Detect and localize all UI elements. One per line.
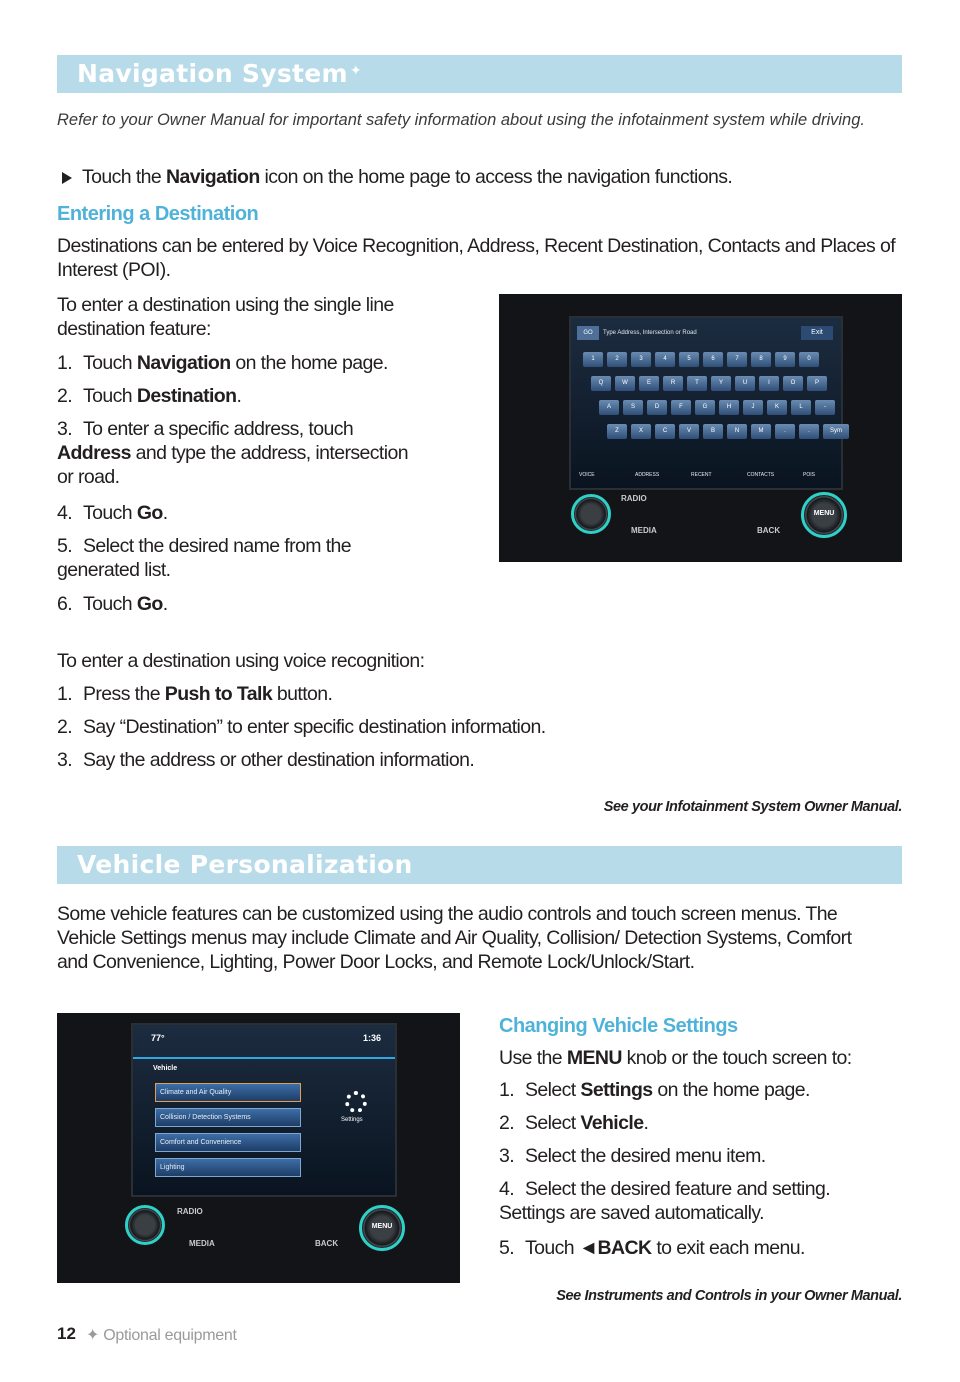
voice-intro: To enter a destination using voice recognition: bbox=[57, 650, 425, 672]
keyboard-key: - bbox=[815, 400, 835, 415]
keyboard-key: 8 bbox=[751, 352, 771, 367]
keyboard-key: B bbox=[703, 424, 723, 439]
safety-note: Refer to your Owner Manual for important safety information about using the infotainment system while driving. bbox=[57, 111, 865, 129]
vehicle-menu-item: Comfort and Convenience bbox=[155, 1133, 301, 1152]
power-knob bbox=[571, 494, 611, 534]
keyboard-key: Z bbox=[607, 424, 627, 439]
page-number: 12 bbox=[57, 1324, 76, 1343]
keyboard-key: K bbox=[767, 400, 787, 415]
section-title: Vehicle Personalization bbox=[77, 850, 413, 879]
list-item: 1. Select Settings on the home page. bbox=[499, 1079, 810, 1101]
vehicle-reference: See Instruments and Controls in your Owner Manual. bbox=[556, 1288, 902, 1304]
keyboard-key: 3 bbox=[631, 352, 651, 367]
keyboard-key: O bbox=[783, 376, 803, 391]
go-key: GO bbox=[577, 326, 599, 340]
keyboard-key: 7 bbox=[727, 352, 747, 367]
menu-label: MENU bbox=[813, 510, 835, 517]
list-item: 2. Touch Destination. bbox=[57, 385, 242, 407]
nav-tab: POIS bbox=[803, 472, 815, 478]
exit-button: Exit bbox=[801, 326, 833, 340]
list-item: 1. Touch Navigation on the home page. bbox=[57, 352, 388, 374]
keyboard-key: I bbox=[759, 376, 779, 391]
settings-label: Settings bbox=[341, 1117, 363, 1123]
vehicle-menu-item: Collision / Detection Systems bbox=[155, 1108, 301, 1127]
keyboard-key: 4 bbox=[655, 352, 675, 367]
keyboard-key: D bbox=[647, 400, 667, 415]
keyboard-key: U bbox=[735, 376, 755, 391]
keyboard-key: Y bbox=[711, 376, 731, 391]
list-item: 1. Press the Push to Talk button. bbox=[57, 683, 333, 705]
keyboard-key: H bbox=[719, 400, 739, 415]
keyboard-key: G bbox=[695, 400, 715, 415]
optional-equipment-note: ✦ Optional equipment bbox=[86, 1327, 237, 1344]
keyboard-key: C bbox=[655, 424, 675, 439]
radio-label: RADIO bbox=[177, 1207, 203, 1216]
keyboard-key: R bbox=[663, 376, 683, 391]
keyboard-key: V bbox=[679, 424, 699, 439]
keyboard-key: . bbox=[775, 424, 795, 439]
list-item: 5. Touch ◄BACK to exit each menu. bbox=[499, 1237, 805, 1259]
menu-knob bbox=[801, 492, 847, 538]
vehicle-header: Vehicle bbox=[153, 1065, 178, 1072]
touch-screen bbox=[131, 1023, 397, 1197]
keyboard-key: M bbox=[751, 424, 771, 439]
clock: 1:36 bbox=[362, 1033, 381, 1043]
keyboard-key: 1 bbox=[583, 352, 603, 367]
menu-label: MENU bbox=[371, 1223, 393, 1230]
list-item: 3. Say the address or other destination information. bbox=[57, 749, 475, 771]
vehicle-menu-item: Lighting bbox=[155, 1158, 301, 1177]
keyboard-key: . bbox=[799, 424, 819, 439]
single-line-intro: To enter a destination using the single line destination feature: bbox=[57, 294, 394, 340]
keyboard-key: N bbox=[727, 424, 747, 439]
vehicle-intro: Some vehicle features can be customized using the audio controls and touch screen menus. The Vehicle Settings menus may include Climate and Air Quality, Collision/ Detection Systems, Comfort and Convenience, Lighting, Power Door Locks, and Remote Lock/Unlock/Start. bbox=[57, 903, 852, 973]
list-item: 4. Touch Go. bbox=[57, 502, 168, 524]
list-item: 3. Select the desired menu item. bbox=[499, 1145, 766, 1167]
keyboard-key: X bbox=[631, 424, 651, 439]
nav-tab: VOICE bbox=[579, 472, 595, 478]
vehicle-settings-photo bbox=[57, 1013, 460, 1283]
nav-tab: CONTACTS bbox=[747, 472, 775, 478]
back-label: BACK bbox=[315, 1239, 339, 1248]
power-knob bbox=[125, 1205, 165, 1245]
vehicle-banner bbox=[57, 846, 902, 884]
keyboard-key: S bbox=[623, 400, 643, 415]
section-title: Navigation System ✦ bbox=[77, 59, 362, 88]
media-label: MEDIA bbox=[631, 526, 657, 535]
back-label: BACK bbox=[757, 526, 781, 535]
keyboard-key: Q bbox=[591, 376, 611, 391]
list-item: 3. To enter a specific address, touch Address and type the address, intersection or road. bbox=[57, 418, 408, 488]
touch-screen bbox=[569, 316, 843, 490]
settings-gear-icon bbox=[345, 1091, 367, 1113]
temperature: 77° bbox=[151, 1033, 165, 1043]
list-item: 4. Select the desired feature and setting. Settings are saved automatically. bbox=[499, 1178, 831, 1224]
keyboard-key: J bbox=[743, 400, 763, 415]
radio-label: RADIO bbox=[621, 494, 647, 503]
nav-tab: RECENT bbox=[691, 472, 712, 478]
keyboard-key: P bbox=[807, 376, 827, 391]
list-item: 6. Touch Go. bbox=[57, 593, 168, 615]
keyboard-key: 2 bbox=[607, 352, 627, 367]
vehicle-menu-item: Climate and Air Quality bbox=[155, 1083, 301, 1102]
keyboard-key: L bbox=[791, 400, 811, 415]
keyboard-key: A bbox=[599, 400, 619, 415]
use-menu-text: Use the MENU knob or the touch screen to: bbox=[499, 1047, 852, 1069]
keyboard-key: T bbox=[687, 376, 707, 391]
header-glow bbox=[133, 1057, 395, 1059]
keyboard-key: Sym bbox=[823, 424, 849, 439]
list-item: 2. Say “Destination” to enter specific destination information. bbox=[57, 716, 546, 738]
arrow-bullet-icon bbox=[62, 172, 72, 184]
navigation-banner bbox=[57, 55, 902, 93]
address-input: Type Address, Intersection or Road bbox=[603, 330, 697, 336]
navigation-keyboard-photo bbox=[499, 294, 902, 562]
entering-heading: Entering a Destination bbox=[57, 203, 259, 225]
list-item: 5. Select the desired name from the generated list. bbox=[57, 535, 352, 581]
list-item: 2. Select Vehicle. bbox=[499, 1112, 649, 1134]
keyboard-key: W bbox=[615, 376, 635, 391]
changing-heading: Changing Vehicle Settings bbox=[499, 1015, 738, 1037]
menu-knob bbox=[359, 1205, 405, 1251]
keyboard-key: 5 bbox=[679, 352, 699, 367]
touch-instruction: Touch the Navigation icon on the home page to access the navigation functions. bbox=[62, 165, 892, 189]
keyboard-key: F bbox=[671, 400, 691, 415]
keyboard-key: E bbox=[639, 376, 659, 391]
nav-reference: See your Infotainment System Owner Manual. bbox=[603, 799, 902, 815]
media-label: MEDIA bbox=[189, 1239, 215, 1248]
keyboard-key: 9 bbox=[775, 352, 795, 367]
keyboard-key: 0 bbox=[799, 352, 819, 367]
entering-text: Destinations can be entered by Voice Recognition, Address, Recent Destination, Contacts and Places of Interest (POI). bbox=[57, 235, 896, 281]
nav-tab: ADDRESS bbox=[635, 472, 660, 478]
keyboard-key: 6 bbox=[703, 352, 723, 367]
